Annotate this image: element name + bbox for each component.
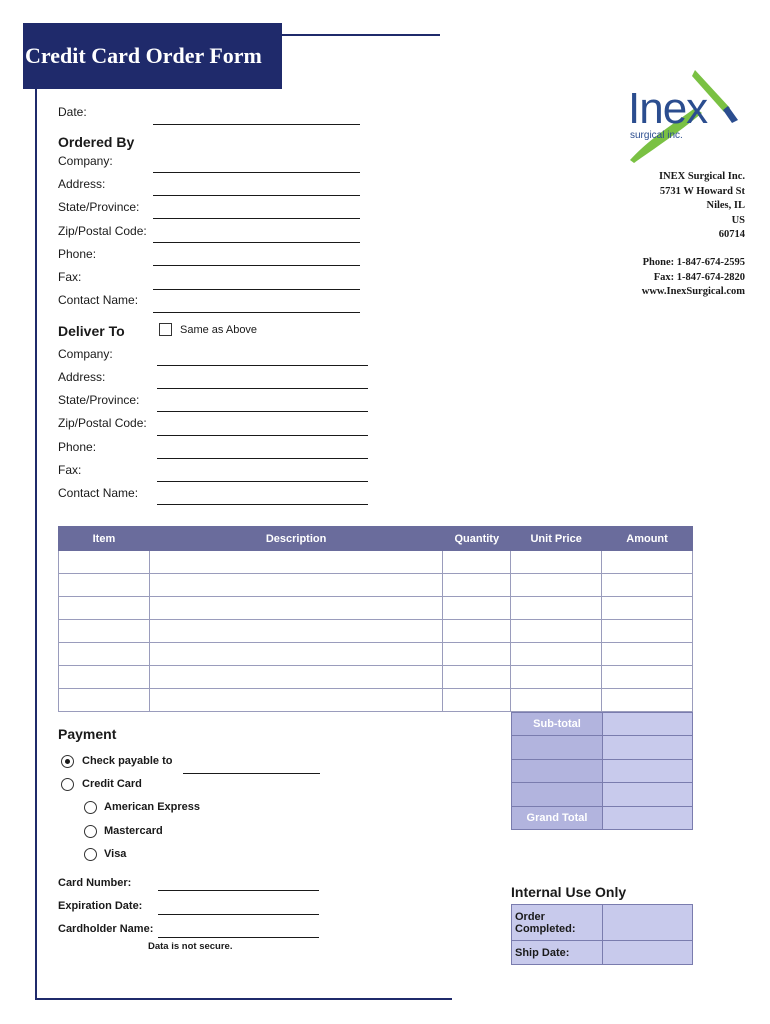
deliver-fax-label: Fax:	[58, 463, 82, 477]
company-country: US	[731, 214, 745, 226]
description-cell[interactable]	[149, 666, 442, 689]
deliver-address-field[interactable]	[157, 388, 368, 389]
item-cell[interactable]	[59, 597, 150, 620]
amex-label: American Express	[104, 801, 200, 813]
description-header: Description	[149, 527, 442, 551]
ordered-phone-field[interactable]	[153, 265, 360, 266]
cardholder-field[interactable]	[158, 937, 319, 938]
ordered-state-field[interactable]	[153, 218, 360, 219]
ordered-zip-field[interactable]	[153, 242, 360, 243]
deliver-state-label: State/Province:	[58, 393, 140, 407]
ordered-by-heading: Ordered By	[58, 134, 135, 150]
ordered-contact-field[interactable]	[153, 312, 360, 313]
deliver-company-field[interactable]	[157, 365, 368, 366]
deliver-zip-field[interactable]	[157, 435, 368, 436]
visa-radio[interactable]	[84, 848, 97, 861]
company-phone: Phone: 1-847-674-2595	[642, 257, 745, 268]
ordered-address-label: Address:	[58, 177, 106, 191]
card-number-label: Card Number:	[58, 877, 132, 889]
expiration-label: Expiration Date:	[58, 900, 143, 912]
ordered-fax-label: Fax:	[58, 270, 82, 284]
amount-cell[interactable]	[602, 620, 693, 643]
quantity-cell[interactable]	[443, 551, 511, 574]
deliver-state-field[interactable]	[157, 411, 368, 412]
description-cell[interactable]	[149, 620, 442, 643]
company-web: www.InexSurgical.com	[641, 286, 745, 297]
deliver-contact-field[interactable]	[157, 504, 368, 505]
deliver-to-heading: Deliver To	[58, 323, 125, 339]
quantity-cell[interactable]	[443, 620, 511, 643]
date-field[interactable]	[153, 124, 360, 125]
company-address-block	[659, 170, 745, 243]
amount-cell[interactable]	[602, 551, 693, 574]
amex-radio[interactable]	[84, 801, 97, 814]
ship-date-label: Ship Date:	[512, 941, 603, 965]
quantity-header: Quantity	[443, 527, 511, 551]
unit-price-cell[interactable]	[511, 597, 602, 620]
amount-cell[interactable]	[602, 666, 693, 689]
company-fax: Fax: 1-847-674-2820	[653, 271, 745, 283]
company-city: Niles, IL	[706, 200, 745, 211]
table-row	[59, 551, 693, 574]
company-zip: 60714	[718, 229, 745, 240]
totals-blank-label	[512, 783, 603, 806]
unit-price-cell[interactable]	[511, 551, 602, 574]
totals-blank-value[interactable]	[603, 783, 693, 806]
item-cell[interactable]	[59, 666, 150, 689]
title-band	[23, 23, 282, 89]
quantity-cell[interactable]	[443, 666, 511, 689]
item-cell[interactable]	[59, 689, 150, 712]
ordered-company-field[interactable]	[153, 172, 360, 173]
totals-blank-value[interactable]	[603, 759, 693, 782]
company-logo	[620, 68, 745, 168]
ordered-phone-label: Phone:	[58, 247, 97, 261]
item-header: Item	[59, 527, 150, 551]
ordered-contact-label: Contact Name:	[58, 293, 139, 307]
ordered-fax-field[interactable]	[153, 289, 360, 290]
order-completed-field[interactable]	[603, 905, 693, 941]
unit-price-cell[interactable]	[511, 666, 602, 689]
description-cell[interactable]	[149, 551, 442, 574]
items-table	[58, 526, 693, 712]
amount-header: Amount	[602, 527, 693, 551]
company-street: 5731 W Howard St	[659, 185, 745, 197]
quantity-cell[interactable]	[443, 643, 511, 666]
item-cell[interactable]	[59, 643, 150, 666]
item-cell[interactable]	[59, 574, 150, 597]
company-contact-block	[642, 256, 745, 300]
ship-date-field[interactable]	[603, 941, 693, 965]
ordered-company-label: Company:	[58, 154, 113, 168]
logo-subtitle: surgical inc.	[630, 130, 683, 141]
table-row	[59, 597, 693, 620]
amount-cell[interactable]	[602, 574, 693, 597]
amount-cell[interactable]	[602, 689, 693, 712]
ordered-zip-label: Zip/Postal Code:	[58, 224, 147, 238]
grand-total-value[interactable]	[603, 806, 693, 829]
table-row	[59, 689, 693, 712]
check-radio[interactable]	[61, 755, 74, 768]
description-cell[interactable]	[149, 574, 442, 597]
internal-use-heading: Internal Use Only	[511, 884, 627, 900]
table-row	[59, 643, 693, 666]
payment-heading: Payment	[58, 726, 117, 742]
unit-price-cell[interactable]	[511, 689, 602, 712]
table-row	[59, 620, 693, 643]
table-row	[59, 666, 693, 689]
visa-label: Visa	[104, 848, 127, 860]
description-cell[interactable]	[149, 643, 442, 666]
deliver-phone-field[interactable]	[157, 458, 368, 459]
deliver-fax-field[interactable]	[157, 481, 368, 482]
date-label: Date:	[58, 105, 87, 119]
same-as-above-checkbox[interactable]	[159, 323, 172, 336]
check-label: Check payable to	[82, 755, 173, 767]
deliver-contact-label: Contact Name:	[58, 486, 139, 500]
page-title: Credit Card Order Form	[25, 43, 262, 68]
ordered-address-field[interactable]	[153, 195, 360, 196]
totals-table	[511, 712, 693, 830]
deliver-zip-label: Zip/Postal Code:	[58, 416, 147, 430]
unit-price-cell[interactable]	[511, 643, 602, 666]
check-payable-field[interactable]	[183, 773, 320, 774]
company-name: INEX Surgical Inc.	[658, 171, 745, 182]
grand-total-label: Grand Total	[512, 806, 603, 829]
mastercard-label: Mastercard	[104, 825, 163, 837]
frame-bottom-rule	[35, 998, 452, 1000]
quantity-cell[interactable]	[443, 574, 511, 597]
credit-card-radio[interactable]	[61, 778, 74, 791]
credit-card-label: Credit Card	[82, 778, 142, 790]
ordered-state-label: State/Province:	[58, 200, 140, 214]
frame-top-rule	[280, 34, 440, 36]
order-completed-label: Order Completed:	[512, 905, 603, 941]
deliver-phone-label: Phone:	[58, 440, 97, 454]
internal-use-table	[511, 904, 693, 965]
item-cell[interactable]	[59, 620, 150, 643]
card-number-field[interactable]	[158, 890, 319, 891]
amount-cell[interactable]	[602, 643, 693, 666]
description-cell[interactable]	[149, 689, 442, 712]
same-as-above-label: Same as Above	[180, 324, 258, 336]
secure-note: Data is not secure.	[148, 941, 233, 952]
logo-brand: Inex	[628, 84, 708, 133]
cardholder-label: Cardholder Name:	[58, 923, 154, 935]
unit-price-cell[interactable]	[511, 574, 602, 597]
description-cell[interactable]	[149, 597, 442, 620]
table-row	[59, 574, 693, 597]
deliver-address-label: Address:	[58, 370, 106, 384]
amount-cell[interactable]	[602, 597, 693, 620]
mastercard-radio[interactable]	[84, 825, 97, 838]
subtotal-label: Sub-total	[512, 713, 603, 736]
deliver-company-label: Company:	[58, 347, 113, 361]
unit-price-cell[interactable]	[511, 620, 602, 643]
subtotal-value[interactable]	[603, 713, 693, 736]
unit-price-header: Unit Price	[511, 527, 602, 551]
totals-blank-label	[512, 759, 603, 782]
items-header-row	[59, 527, 693, 551]
frame-left-rule	[35, 88, 37, 1000]
item-cell[interactable]	[59, 551, 150, 574]
quantity-cell[interactable]	[443, 689, 511, 712]
totals-blank-value[interactable]	[603, 736, 693, 759]
quantity-cell[interactable]	[443, 597, 511, 620]
totals-blank-label	[512, 736, 603, 759]
expiration-field[interactable]	[158, 914, 319, 915]
